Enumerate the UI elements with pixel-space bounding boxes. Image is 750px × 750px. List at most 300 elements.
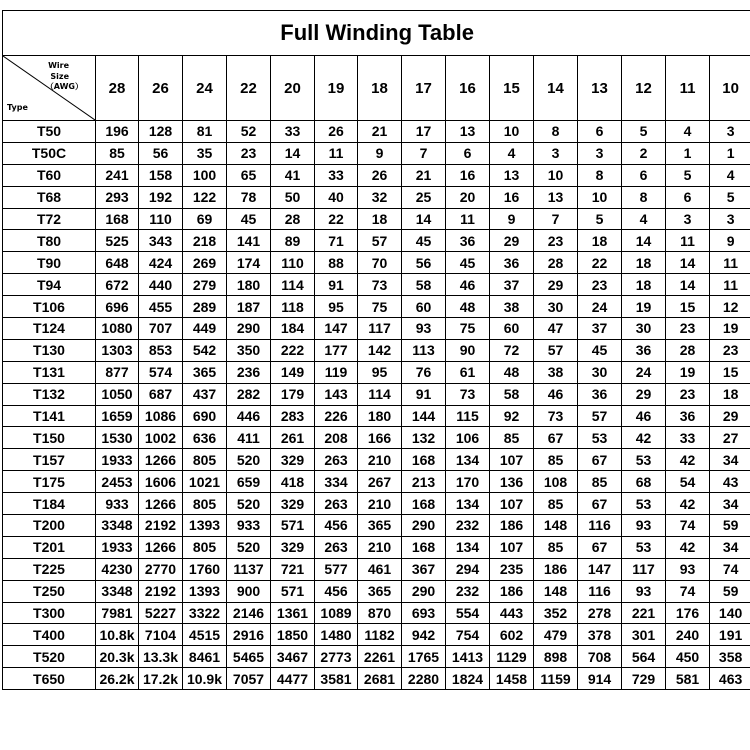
turns-cell: 301: [622, 624, 666, 646]
turns-cell: 1530: [96, 427, 139, 449]
awg-header-10: 10: [710, 56, 750, 121]
turns-cell: 8: [622, 186, 666, 208]
turns-cell: 1458: [490, 668, 534, 690]
turns-cell: 23: [227, 142, 271, 164]
turns-cell: 13: [490, 164, 534, 186]
turns-cell: 418: [271, 471, 315, 493]
turns-cell: 3: [666, 208, 710, 230]
core-type-cell: T72: [3, 208, 96, 230]
turns-cell: 235: [490, 558, 534, 580]
turns-cell: 2453: [96, 471, 139, 493]
turns-cell: 942: [402, 624, 446, 646]
turns-cell: 11: [710, 252, 750, 274]
turns-cell: 73: [358, 274, 402, 296]
turns-cell: 134: [446, 493, 490, 515]
core-type-cell: T150: [3, 427, 96, 449]
turns-cell: 210: [358, 493, 402, 515]
turns-cell: 67: [578, 493, 622, 515]
turns-cell: 1050: [96, 383, 139, 405]
turns-cell: 108: [534, 471, 578, 493]
turns-cell: 32: [358, 186, 402, 208]
turns-cell: 602: [490, 624, 534, 646]
turns-cell: 48: [490, 361, 534, 383]
turns-cell: 2192: [139, 515, 183, 537]
turns-cell: 754: [446, 624, 490, 646]
turns-cell: 71: [315, 230, 358, 252]
turns-cell: 177: [315, 339, 358, 361]
turns-cell: 2280: [402, 668, 446, 690]
turns-cell: 365: [358, 515, 402, 537]
core-type-cell: T300: [3, 602, 96, 624]
turns-cell: 78: [227, 186, 271, 208]
turns-cell: 240: [666, 624, 710, 646]
turns-cell: 34: [710, 449, 750, 471]
turns-cell: 174: [227, 252, 271, 274]
turns-cell: 46: [446, 274, 490, 296]
turns-cell: 142: [358, 339, 402, 361]
turns-cell: 116: [578, 515, 622, 537]
turns-cell: 52: [227, 121, 271, 143]
turns-cell: 8: [578, 164, 622, 186]
table-row: [3, 536, 750, 558]
turns-cell: 218: [183, 230, 227, 252]
table-row: [3, 471, 750, 493]
awg-header-20: 20: [271, 56, 315, 121]
turns-cell: 933: [227, 515, 271, 537]
turns-cell: 72: [490, 339, 534, 361]
turns-cell: 57: [578, 405, 622, 427]
turns-cell: 2261: [358, 646, 402, 668]
turns-cell: 30: [578, 361, 622, 383]
turns-cell: 11: [710, 274, 750, 296]
turns-cell: 168: [96, 208, 139, 230]
turns-cell: 241: [96, 164, 139, 186]
turns-cell: 5: [578, 208, 622, 230]
turns-cell: 636: [183, 427, 227, 449]
turns-cell: 1080: [96, 318, 139, 340]
table-row: [3, 208, 750, 230]
turns-cell: 542: [183, 339, 227, 361]
title-row: [3, 11, 750, 56]
turns-cell: 134: [446, 449, 490, 471]
corner-label-type: Type: [7, 103, 28, 112]
turns-cell: 350: [227, 339, 271, 361]
turns-cell: 269: [183, 252, 227, 274]
core-type-cell: T400: [3, 624, 96, 646]
turns-cell: 59: [710, 515, 750, 537]
turns-cell: 85: [490, 427, 534, 449]
turns-cell: 29: [490, 230, 534, 252]
table-body: [3, 121, 750, 690]
turns-cell: 659: [227, 471, 271, 493]
turns-cell: 267: [358, 471, 402, 493]
turns-cell: 122: [183, 186, 227, 208]
turns-cell: 35: [183, 142, 227, 164]
turns-cell: 70: [358, 252, 402, 274]
turns-cell: 463: [710, 668, 750, 690]
turns-cell: 5227: [139, 602, 183, 624]
turns-cell: 186: [490, 580, 534, 602]
turns-cell: 26: [358, 164, 402, 186]
table-row: [3, 383, 750, 405]
turns-cell: 13.3k: [139, 646, 183, 668]
turns-cell: 191: [710, 624, 750, 646]
turns-cell: 29: [710, 405, 750, 427]
turns-cell: 440: [139, 274, 183, 296]
turns-cell: 648: [96, 252, 139, 274]
turns-cell: 4: [622, 208, 666, 230]
turns-cell: 571: [271, 580, 315, 602]
turns-cell: 1: [666, 142, 710, 164]
turns-cell: 525: [96, 230, 139, 252]
table-row: [3, 646, 750, 668]
turns-cell: 290: [402, 515, 446, 537]
turns-cell: 1: [710, 142, 750, 164]
turns-cell: 329: [271, 536, 315, 558]
table-row: [3, 493, 750, 515]
turns-cell: 23: [666, 318, 710, 340]
turns-cell: 14: [271, 142, 315, 164]
turns-cell: 69: [183, 208, 227, 230]
core-type-cell: T184: [3, 493, 96, 515]
turns-cell: 6: [622, 164, 666, 186]
turns-cell: 34: [710, 536, 750, 558]
turns-cell: 805: [183, 493, 227, 515]
turns-cell: 455: [139, 296, 183, 318]
turns-cell: 11: [446, 208, 490, 230]
turns-cell: 4: [666, 121, 710, 143]
awg-header-19: 19: [315, 56, 358, 121]
table-row: [3, 318, 750, 340]
turns-cell: 25: [402, 186, 446, 208]
turns-cell: 23: [534, 230, 578, 252]
turns-cell: 186: [490, 515, 534, 537]
turns-cell: 236: [227, 361, 271, 383]
turns-cell: 574: [139, 361, 183, 383]
turns-cell: 22: [578, 252, 622, 274]
turns-cell: 85: [534, 493, 578, 515]
turns-cell: 28: [271, 208, 315, 230]
table-row: [3, 142, 750, 164]
turns-cell: 180: [358, 405, 402, 427]
turns-cell: 48: [446, 296, 490, 318]
turns-cell: 564: [622, 646, 666, 668]
turns-cell: 73: [446, 383, 490, 405]
turns-cell: 107: [490, 449, 534, 471]
turns-cell: 520: [227, 449, 271, 471]
turns-cell: 56: [402, 252, 446, 274]
turns-cell: 1606: [139, 471, 183, 493]
turns-cell: 29: [534, 274, 578, 296]
turns-cell: 76: [402, 361, 446, 383]
turns-cell: 2770: [139, 558, 183, 580]
turns-cell: 4: [710, 164, 750, 186]
core-type-cell: T520: [3, 646, 96, 668]
turns-cell: 100: [183, 164, 227, 186]
turns-cell: 75: [358, 296, 402, 318]
turns-cell: 116: [578, 580, 622, 602]
turns-cell: 1303: [96, 339, 139, 361]
turns-cell: 18: [358, 208, 402, 230]
turns-cell: 54: [666, 471, 710, 493]
turns-cell: 18: [622, 252, 666, 274]
turns-cell: 93: [622, 515, 666, 537]
turns-cell: 329: [271, 493, 315, 515]
turns-cell: 7: [534, 208, 578, 230]
turns-cell: 136: [490, 471, 534, 493]
turns-cell: 4477: [271, 668, 315, 690]
core-type-cell: T141: [3, 405, 96, 427]
turns-cell: 17: [402, 121, 446, 143]
turns-cell: 27: [710, 427, 750, 449]
turns-cell: 24: [622, 361, 666, 383]
turns-cell: 11: [666, 230, 710, 252]
turns-cell: 58: [402, 274, 446, 296]
core-type-cell: T50C: [3, 142, 96, 164]
turns-cell: 461: [358, 558, 402, 580]
turns-cell: 1086: [139, 405, 183, 427]
turns-cell: 166: [358, 427, 402, 449]
turns-cell: 179: [271, 383, 315, 405]
turns-cell: 877: [96, 361, 139, 383]
turns-cell: 1021: [183, 471, 227, 493]
turns-cell: 67: [578, 536, 622, 558]
turns-cell: 10: [534, 164, 578, 186]
turns-cell: 29: [622, 383, 666, 405]
turns-cell: 95: [315, 296, 358, 318]
turns-cell: 5: [666, 164, 710, 186]
turns-cell: 81: [183, 121, 227, 143]
turns-cell: 147: [578, 558, 622, 580]
table-row: [3, 427, 750, 449]
turns-cell: 5: [622, 121, 666, 143]
turns-cell: 50: [271, 186, 315, 208]
table-row: [3, 602, 750, 624]
table-row: [3, 186, 750, 208]
turns-cell: 196: [96, 121, 139, 143]
turns-cell: 180: [227, 274, 271, 296]
turns-cell: 3: [710, 121, 750, 143]
core-type-cell: T60: [3, 164, 96, 186]
turns-cell: 16: [446, 164, 490, 186]
turns-cell: 41: [271, 164, 315, 186]
turns-cell: 805: [183, 449, 227, 471]
turns-cell: 581: [666, 668, 710, 690]
turns-cell: 411: [227, 427, 271, 449]
turns-cell: 443: [490, 602, 534, 624]
turns-cell: 18: [578, 230, 622, 252]
turns-cell: 38: [490, 296, 534, 318]
turns-cell: 14: [666, 274, 710, 296]
turns-cell: 914: [578, 668, 622, 690]
turns-cell: 47: [534, 318, 578, 340]
turns-cell: 554: [446, 602, 490, 624]
turns-cell: 226: [315, 405, 358, 427]
turns-cell: 853: [139, 339, 183, 361]
turns-cell: 1480: [315, 624, 358, 646]
turns-cell: 34: [710, 493, 750, 515]
turns-cell: 7104: [139, 624, 183, 646]
turns-cell: 2: [622, 142, 666, 164]
turns-cell: 176: [666, 602, 710, 624]
turns-cell: 6: [578, 121, 622, 143]
table-row: [3, 252, 750, 274]
turns-cell: 1182: [358, 624, 402, 646]
awg-header-12: 12: [622, 56, 666, 121]
turns-cell: 107: [490, 493, 534, 515]
turns-cell: 933: [96, 493, 139, 515]
turns-cell: 13: [446, 121, 490, 143]
turns-cell: 263: [315, 493, 358, 515]
awg-header-13: 13: [578, 56, 622, 121]
turns-cell: 56: [139, 142, 183, 164]
turns-cell: 3467: [271, 646, 315, 668]
awg-header-22: 22: [227, 56, 271, 121]
turns-cell: 33: [315, 164, 358, 186]
turns-cell: 805: [183, 536, 227, 558]
turns-cell: 456: [315, 515, 358, 537]
turns-cell: 46: [534, 383, 578, 405]
turns-cell: 117: [622, 558, 666, 580]
turns-cell: 107: [490, 536, 534, 558]
turns-cell: 4515: [183, 624, 227, 646]
table-row: [3, 164, 750, 186]
turns-cell: 1361: [271, 602, 315, 624]
turns-cell: 23: [578, 274, 622, 296]
turns-cell: 21: [358, 121, 402, 143]
turns-cell: 42: [666, 536, 710, 558]
core-type-cell: T225: [3, 558, 96, 580]
turns-cell: 11: [315, 142, 358, 164]
awg-header-14: 14: [534, 56, 578, 121]
turns-cell: 45: [578, 339, 622, 361]
table-row: [3, 405, 750, 427]
turns-cell: 1850: [271, 624, 315, 646]
turns-cell: 10.9k: [183, 668, 227, 690]
turns-cell: 7981: [96, 602, 139, 624]
turns-cell: 3322: [183, 602, 227, 624]
turns-cell: 187: [227, 296, 271, 318]
turns-cell: 118: [271, 296, 315, 318]
turns-cell: 37: [578, 318, 622, 340]
turns-cell: 20: [446, 186, 490, 208]
turns-cell: 147: [315, 318, 358, 340]
turns-cell: 343: [139, 230, 183, 252]
turns-cell: 24: [578, 296, 622, 318]
core-type-cell: T132: [3, 383, 96, 405]
turns-cell: 110: [139, 208, 183, 230]
turns-cell: 365: [358, 580, 402, 602]
turns-cell: 3581: [315, 668, 358, 690]
table-row: [3, 339, 750, 361]
turns-cell: 59: [710, 580, 750, 602]
turns-cell: 192: [139, 186, 183, 208]
turns-cell: 520: [227, 493, 271, 515]
turns-cell: 58: [490, 383, 534, 405]
turns-cell: 479: [534, 624, 578, 646]
turns-cell: 93: [622, 580, 666, 602]
turns-cell: 9: [710, 230, 750, 252]
turns-cell: 7057: [227, 668, 271, 690]
corner-label-wire: Wire: [48, 61, 69, 70]
turns-cell: 687: [139, 383, 183, 405]
turns-cell: 3: [710, 208, 750, 230]
turns-cell: 672: [96, 274, 139, 296]
awg-header-26: 26: [139, 56, 183, 121]
turns-cell: 36: [578, 383, 622, 405]
table-row: [3, 121, 750, 143]
turns-cell: 26.2k: [96, 668, 139, 690]
turns-cell: 67: [578, 449, 622, 471]
turns-cell: 115: [446, 405, 490, 427]
turns-cell: 222: [271, 339, 315, 361]
turns-cell: 15: [710, 361, 750, 383]
turns-cell: 707: [139, 318, 183, 340]
turns-cell: 2192: [139, 580, 183, 602]
turns-cell: 1002: [139, 427, 183, 449]
turns-cell: 149: [271, 361, 315, 383]
turns-cell: 37: [490, 274, 534, 296]
turns-cell: 449: [183, 318, 227, 340]
turns-cell: 40: [315, 186, 358, 208]
turns-cell: 46: [622, 405, 666, 427]
table-row: [3, 668, 750, 690]
awg-header-24: 24: [183, 56, 227, 121]
turns-cell: 9: [490, 208, 534, 230]
turns-cell: 42: [622, 427, 666, 449]
turns-cell: 30: [534, 296, 578, 318]
turns-cell: 158: [139, 164, 183, 186]
turns-cell: 19: [710, 318, 750, 340]
turns-cell: 88: [315, 252, 358, 274]
turns-cell: 571: [271, 515, 315, 537]
turns-cell: 21: [402, 164, 446, 186]
table-row: [3, 558, 750, 580]
table-row: [3, 230, 750, 252]
turns-cell: 57: [534, 339, 578, 361]
turns-cell: 12: [710, 296, 750, 318]
turns-cell: 60: [402, 296, 446, 318]
turns-cell: 6: [666, 186, 710, 208]
turns-cell: 1266: [139, 449, 183, 471]
turns-cell: 232: [446, 515, 490, 537]
awg-header-11: 11: [666, 56, 710, 121]
turns-cell: 57: [358, 230, 402, 252]
turns-cell: 93: [402, 318, 446, 340]
turns-cell: 210: [358, 449, 402, 471]
turns-cell: 1393: [183, 580, 227, 602]
core-type-cell: T131: [3, 361, 96, 383]
turns-cell: 3: [534, 142, 578, 164]
turns-cell: 67: [534, 427, 578, 449]
turns-cell: 168: [402, 536, 446, 558]
turns-cell: 85: [96, 142, 139, 164]
turns-cell: 134: [446, 536, 490, 558]
turns-cell: 36: [490, 252, 534, 274]
turns-cell: 1393: [183, 515, 227, 537]
turns-cell: 19: [622, 296, 666, 318]
turns-cell: 89: [271, 230, 315, 252]
turns-cell: 85: [534, 536, 578, 558]
turns-cell: 43: [710, 471, 750, 493]
turns-cell: 18: [710, 383, 750, 405]
turns-cell: 232: [446, 580, 490, 602]
corner-label-size: Size: [50, 72, 69, 81]
turns-cell: 18: [622, 274, 666, 296]
turns-cell: 696: [96, 296, 139, 318]
turns-cell: 14: [402, 208, 446, 230]
turns-cell: 1824: [446, 668, 490, 690]
